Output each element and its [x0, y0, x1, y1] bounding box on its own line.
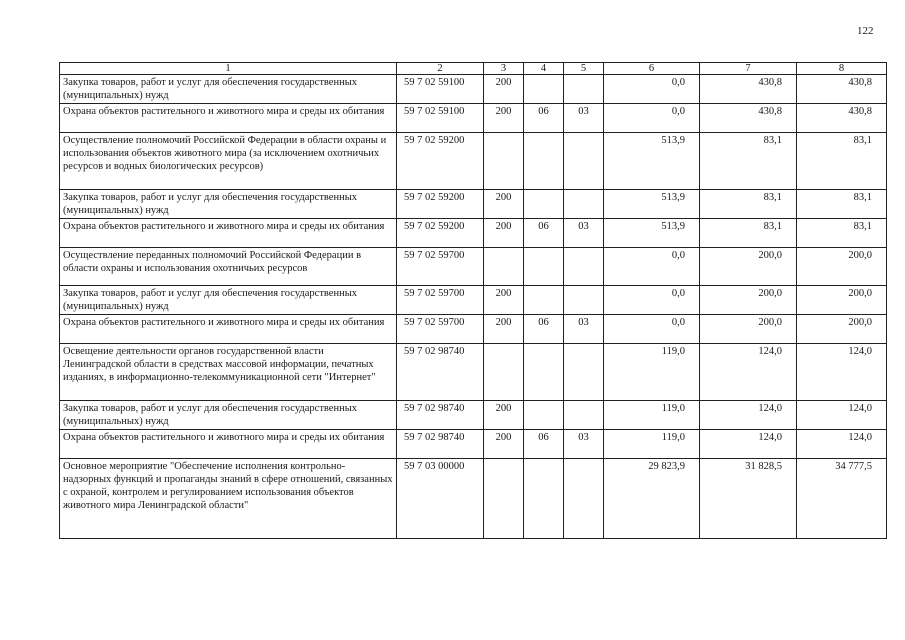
column-header: 5 — [564, 63, 604, 75]
table-row — [60, 315, 887, 344]
amount-col8: 200,0 — [797, 315, 887, 344]
column-header: 4 — [524, 63, 564, 75]
row-description: Охрана объектов растительного и животного мира и среды их обитания — [60, 430, 397, 459]
expense-type: 200 — [484, 315, 524, 344]
amount-col8: 83,1 — [797, 219, 887, 248]
amount-col7: 124,0 — [700, 401, 797, 430]
column-header: 8 — [797, 63, 887, 75]
expense-type: 200 — [484, 430, 524, 459]
amount-col6: 119,0 — [604, 401, 700, 430]
amount-col8: 34 777,5 — [797, 459, 887, 539]
row-description: Освещение деятельности органов государственной власти Ленинградской области в средствах массовой информации, печатных изданиях, в информационно-телекоммуникационной сети "Интернет" — [60, 344, 397, 401]
amount-col6: 0,0 — [604, 286, 700, 315]
row-description: Осуществление полномочий Российской Федерации в области охраны и использования объектов животного мира (за исключением охотничьих ресурсов и водных биологических ресурсов) — [60, 133, 397, 190]
subsection — [564, 286, 604, 315]
expense-type: 200 — [484, 190, 524, 219]
amount-col8: 200,0 — [797, 286, 887, 315]
expense-type: 200 — [484, 401, 524, 430]
target-code: 59 7 02 59100 — [397, 75, 484, 104]
amount-col7: 200,0 — [700, 248, 797, 286]
budget-table — [59, 62, 887, 539]
expense-type: 200 — [484, 75, 524, 104]
column-header: 3 — [484, 63, 524, 75]
section — [524, 75, 564, 104]
target-code: 59 7 03 00000 — [397, 459, 484, 539]
expense-type: 200 — [484, 104, 524, 133]
expense-type — [484, 344, 524, 401]
table-row — [60, 75, 887, 104]
section — [524, 459, 564, 539]
amount-col7: 200,0 — [700, 315, 797, 344]
target-code: 59 7 02 98740 — [397, 344, 484, 401]
table-header-row — [60, 63, 887, 75]
amount-col7: 430,8 — [700, 75, 797, 104]
amount-col8: 124,0 — [797, 401, 887, 430]
amount-col7: 83,1 — [700, 190, 797, 219]
subsection — [564, 248, 604, 286]
column-header: 2 — [397, 63, 484, 75]
amount-col6: 119,0 — [604, 430, 700, 459]
amount-col7: 124,0 — [700, 430, 797, 459]
amount-col8: 430,8 — [797, 104, 887, 133]
amount-col6: 0,0 — [604, 248, 700, 286]
subsection: 03 — [564, 104, 604, 133]
subsection — [564, 401, 604, 430]
amount-col8: 83,1 — [797, 133, 887, 190]
row-description: Охрана объектов растительного и животного мира и среды их обитания — [60, 315, 397, 344]
expense-type — [484, 248, 524, 286]
amount-col6: 0,0 — [604, 104, 700, 133]
expense-type: 200 — [484, 219, 524, 248]
row-description: Осуществление переданных полномочий Российской Федерации в области охраны и использования охотничьих ресурсов — [60, 248, 397, 286]
subsection: 03 — [564, 219, 604, 248]
section: 06 — [524, 219, 564, 248]
target-code: 59 7 02 59700 — [397, 286, 484, 315]
table-row — [60, 401, 887, 430]
expense-type — [484, 133, 524, 190]
amount-col7: 83,1 — [700, 219, 797, 248]
section: 06 — [524, 315, 564, 344]
amount-col6: 513,9 — [604, 190, 700, 219]
section — [524, 133, 564, 190]
column-header: 1 — [60, 63, 397, 75]
table-row — [60, 286, 887, 315]
amount-col7: 430,8 — [700, 104, 797, 133]
target-code: 59 7 02 59200 — [397, 190, 484, 219]
amount-col6: 29 823,9 — [604, 459, 700, 539]
target-code: 59 7 02 59700 — [397, 315, 484, 344]
amount-col8: 200,0 — [797, 248, 887, 286]
section — [524, 190, 564, 219]
table-row — [60, 248, 887, 286]
subsection: 03 — [564, 430, 604, 459]
section: 06 — [524, 430, 564, 459]
row-description: Основное мероприятие "Обеспечение исполнения контрольно-надзорных функций и пропаганды знаний в сфере отношений, связанных с охраной, контролем и регулированием использования объектов животного мира Ленинградской области" — [60, 459, 397, 539]
amount-col6: 0,0 — [604, 75, 700, 104]
subsection — [564, 190, 604, 219]
table-row — [60, 344, 887, 401]
target-code: 59 7 02 59200 — [397, 133, 484, 190]
page-number: 122 — [857, 25, 874, 37]
amount-col6: 513,9 — [604, 219, 700, 248]
table-row — [60, 219, 887, 248]
row-description: Охрана объектов растительного и животного мира и среды их обитания — [60, 104, 397, 133]
amount-col8: 124,0 — [797, 430, 887, 459]
row-description: Закупка товаров, работ и услуг для обеспечения государственных (муниципальных) нужд — [60, 401, 397, 430]
amount-col7: 200,0 — [700, 286, 797, 315]
row-description: Закупка товаров, работ и услуг для обеспечения государственных (муниципальных) нужд — [60, 75, 397, 104]
target-code: 59 7 02 59100 — [397, 104, 484, 133]
amount-col6: 0,0 — [604, 315, 700, 344]
amount-col6: 513,9 — [604, 133, 700, 190]
section — [524, 401, 564, 430]
target-code: 59 7 02 59200 — [397, 219, 484, 248]
amount-col7: 31 828,5 — [700, 459, 797, 539]
subsection — [564, 459, 604, 539]
row-description: Закупка товаров, работ и услуг для обеспечения государственных (муниципальных) нужд — [60, 190, 397, 219]
row-description: Охрана объектов растительного и животного мира и среды их обитания — [60, 219, 397, 248]
subsection: 03 — [564, 315, 604, 344]
amount-col8: 83,1 — [797, 190, 887, 219]
amount-col8: 124,0 — [797, 344, 887, 401]
subsection — [564, 344, 604, 401]
subsection — [564, 133, 604, 190]
table-row — [60, 430, 887, 459]
section: 06 — [524, 104, 564, 133]
row-description: Закупка товаров, работ и услуг для обеспечения государственных (муниципальных) нужд — [60, 286, 397, 315]
table-row — [60, 190, 887, 219]
table-row — [60, 133, 887, 190]
amount-col7: 83,1 — [700, 133, 797, 190]
target-code: 59 7 02 59700 — [397, 248, 484, 286]
amount-col6: 119,0 — [604, 344, 700, 401]
amount-col7: 124,0 — [700, 344, 797, 401]
section — [524, 286, 564, 315]
section — [524, 248, 564, 286]
section — [524, 344, 564, 401]
subsection — [564, 75, 604, 104]
column-header: 6 — [604, 63, 700, 75]
table-row — [60, 459, 887, 539]
expense-type: 200 — [484, 286, 524, 315]
target-code: 59 7 02 98740 — [397, 401, 484, 430]
target-code: 59 7 02 98740 — [397, 430, 484, 459]
amount-col8: 430,8 — [797, 75, 887, 104]
column-header: 7 — [700, 63, 797, 75]
expense-type — [484, 459, 524, 539]
table-row — [60, 104, 887, 133]
